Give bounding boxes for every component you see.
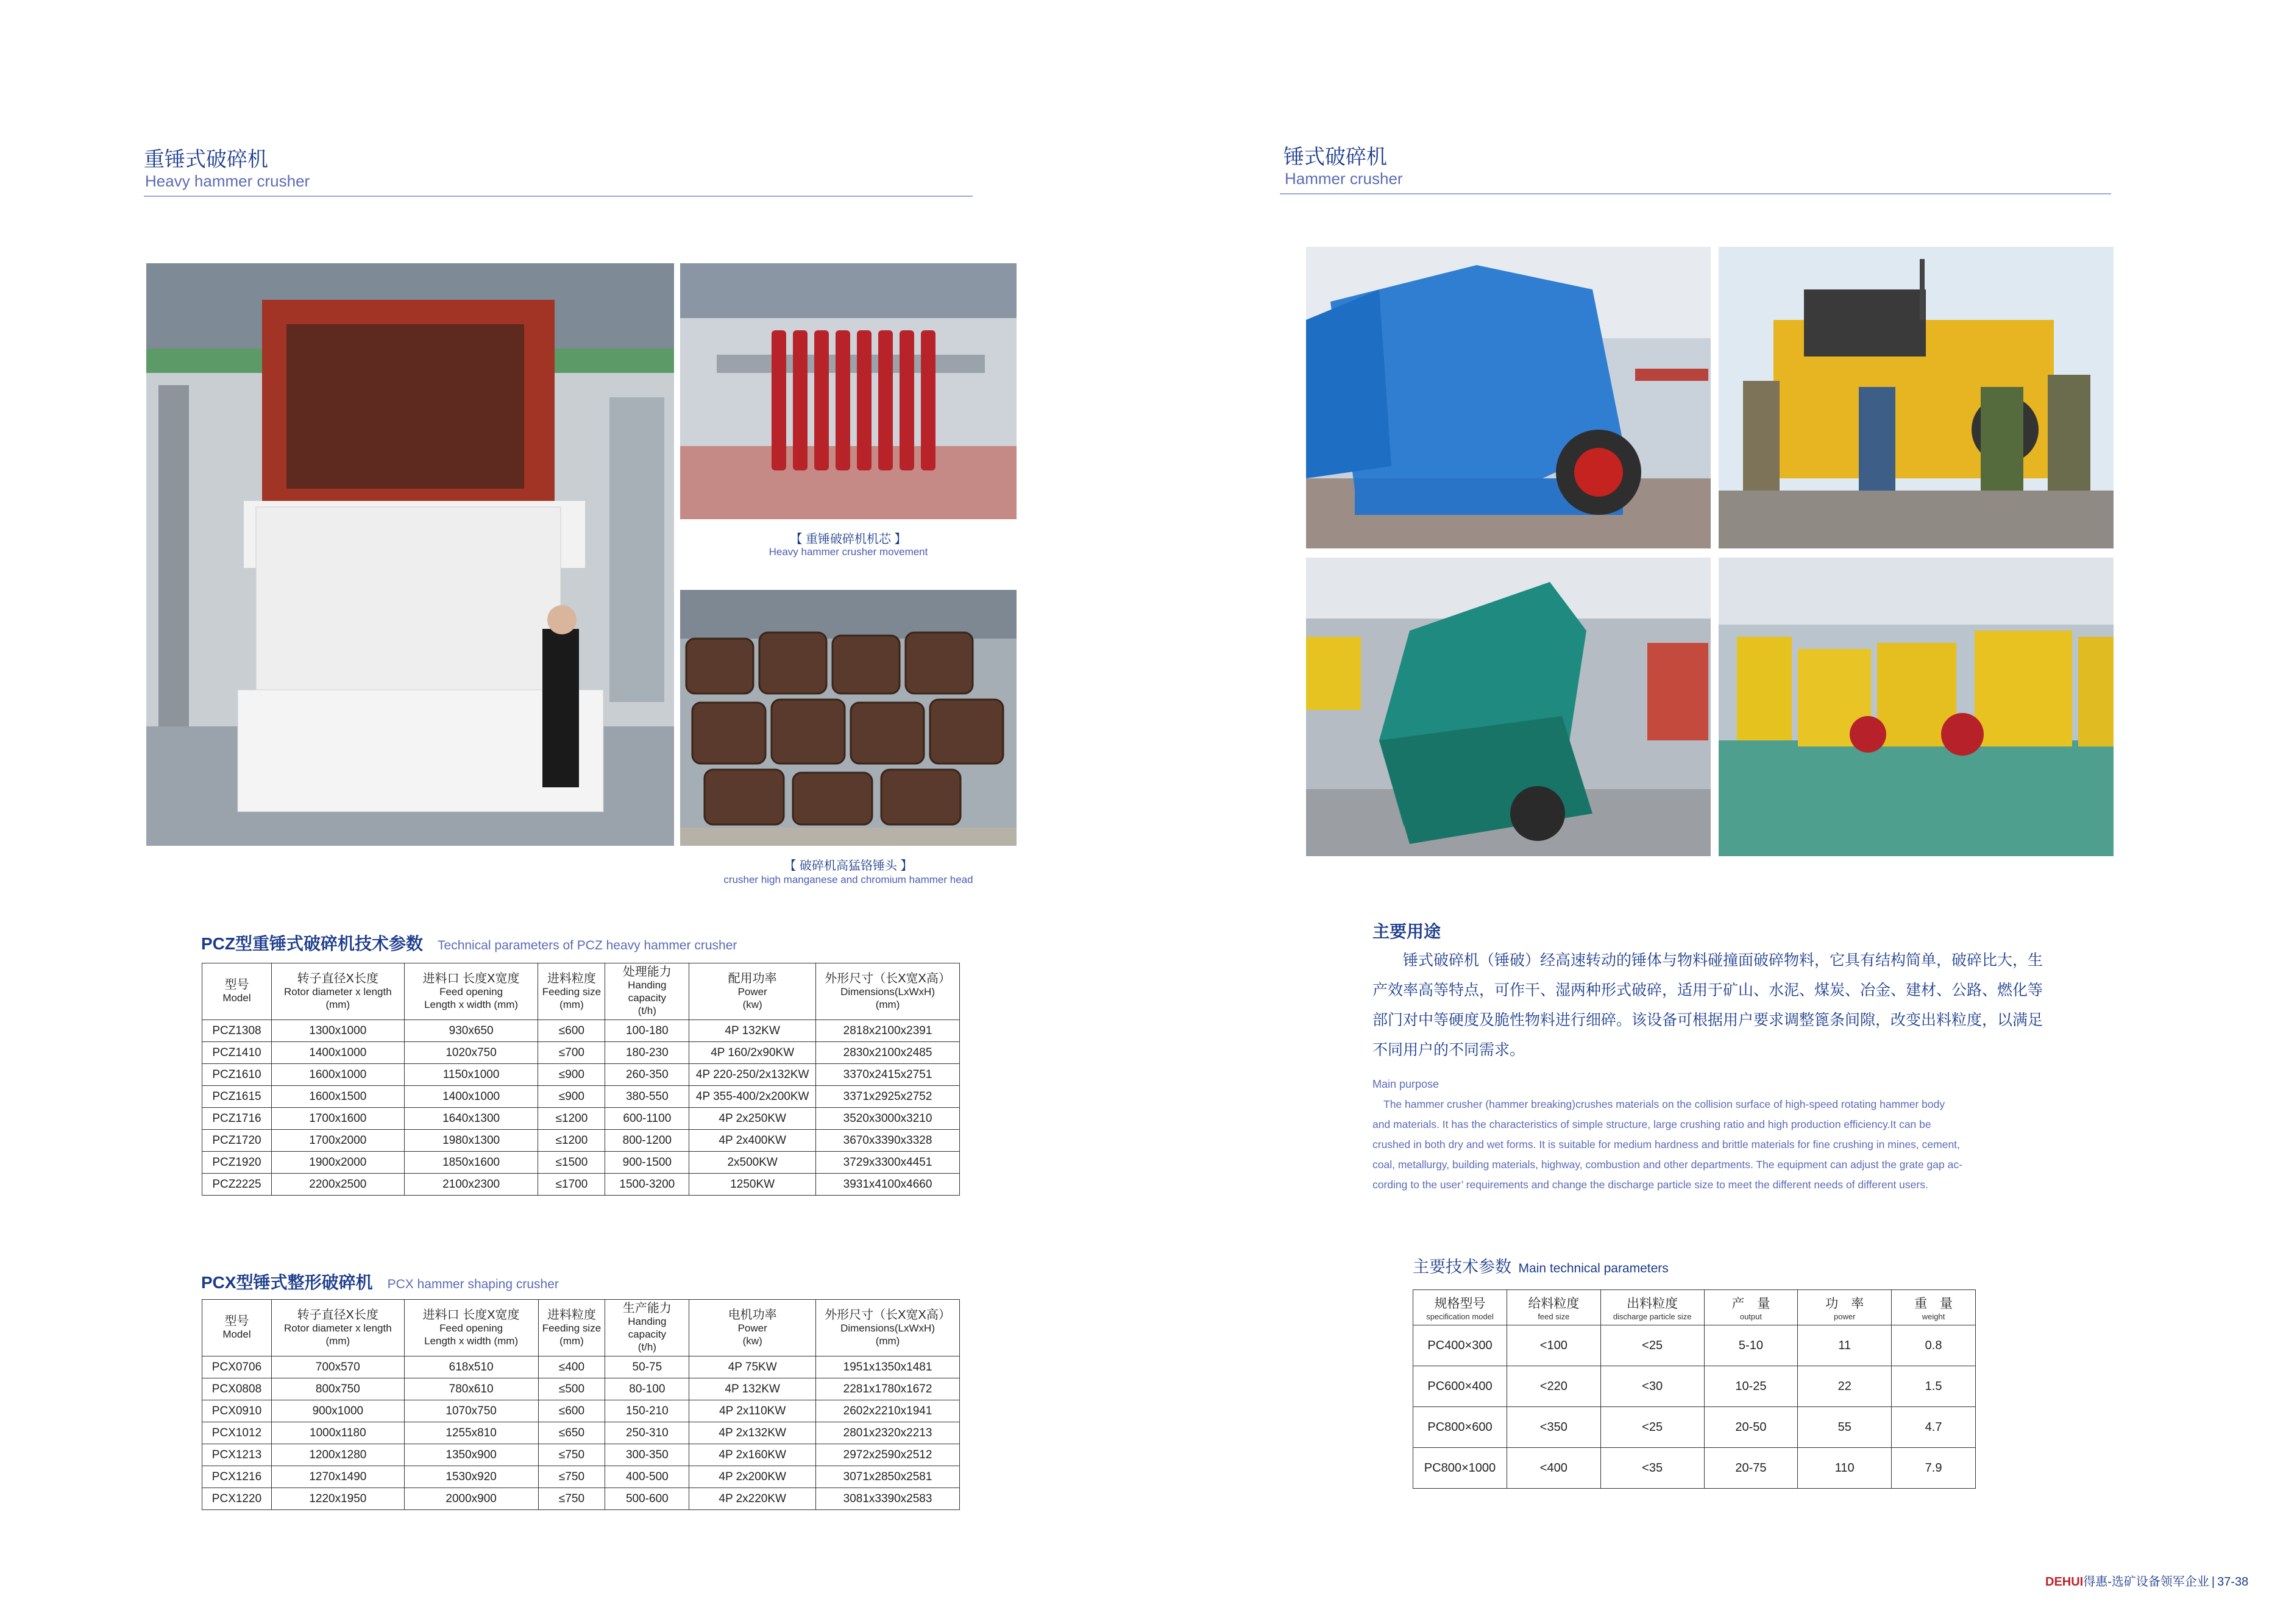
table-cell: PCZ1920 <box>202 1152 272 1174</box>
table-cell: <30 <box>1600 1366 1704 1407</box>
table-cell: ≤750 <box>538 1466 605 1488</box>
pcx-header-power: 电机功率 Power (kw) <box>689 1300 816 1356</box>
table-cell: 2000x900 <box>404 1488 538 1510</box>
pcz-header-feed-opening: 进料口 长度X宽度 Feed opening Length x width (mm) <box>404 963 538 1020</box>
pcx-table-row <box>202 1466 960 1488</box>
table-cell: 1900x2000 <box>271 1152 404 1174</box>
table-cell: 1500-3200 <box>605 1174 689 1196</box>
table-cell: ≤500 <box>538 1378 605 1400</box>
table-cell: 3931x4100x4660 <box>816 1174 960 1196</box>
table-cell: ≤1200 <box>538 1108 605 1130</box>
purpose-line-zh: 部门对中等硬度及脆性物料进行细碎。该设备可根据用户要求调整篦条间隙，改变出料粒度，以满足 <box>1372 1012 2043 1029</box>
table-cell: 4P 2x250KW <box>689 1108 816 1130</box>
table-cell: PCX1012 <box>202 1422 272 1444</box>
pcx-header-rotor: 转子直径X长度 Rotor diameter x length (mm) <box>271 1300 404 1356</box>
table-cell: ≤900 <box>538 1064 605 1086</box>
table-cell: 1300x1000 <box>271 1020 404 1042</box>
pcz-header-feeding-size: 进料粒度 Feeding size (mm) <box>538 963 605 1020</box>
table-cell: 1640x1300 <box>404 1108 538 1130</box>
pcx-header-capacity: 生产能力 Handing capacity (t/h) <box>605 1300 689 1356</box>
table-cell: 250-310 <box>605 1422 689 1444</box>
pcz-section-title <box>201 931 737 955</box>
pcx-title-zh: PCX型锤式整形破碎机 <box>201 1273 373 1292</box>
right-title-rule <box>1280 193 2111 194</box>
purpose-line-en: coal, metallurgy, building materials, highway, combustion and other departments. The equipment can adjust the grate gap ac- <box>1372 1158 1962 1171</box>
table-cell: 1400x1000 <box>404 1086 538 1108</box>
pcz-table-row <box>202 1152 960 1174</box>
pcx-params-table <box>202 1299 960 1510</box>
table-cell: 1250KW <box>689 1174 816 1196</box>
table-cell: PC800×600 <box>1413 1407 1507 1448</box>
table-cell: 2972x2590x2512 <box>816 1444 960 1466</box>
left-title-en: Heavy hammer crusher <box>145 172 310 190</box>
table-cell: <350 <box>1507 1407 1600 1448</box>
table-cell: 1850x1600 <box>404 1152 538 1174</box>
table-cell: 780x610 <box>404 1378 538 1400</box>
table-cell: ≤1200 <box>538 1130 605 1152</box>
table-cell: 3520x3000x3210 <box>816 1108 960 1130</box>
table-cell: 11 <box>1798 1325 1892 1366</box>
table-cell: PCZ1720 <box>202 1130 272 1152</box>
table-cell: 3071x2850x2581 <box>816 1466 960 1488</box>
pcx-title-en: PCX hammer shaping crusher <box>387 1277 559 1291</box>
pcx-header-feeding-size: 进料粒度 Feeding size (mm) <box>538 1300 605 1356</box>
table-cell: 260-350 <box>605 1064 689 1086</box>
caption-hammer-head-zh: 【 破碎机高猛铬锤头 】 <box>784 859 913 873</box>
table-cell: 1200x1280 <box>271 1444 404 1466</box>
table-cell: 300-350 <box>605 1444 689 1466</box>
table-cell: PCX0706 <box>202 1356 272 1378</box>
table-cell: 20-75 <box>1704 1448 1798 1489</box>
table-cell: PCZ1610 <box>202 1064 272 1086</box>
table-cell: ≤900 <box>538 1086 605 1108</box>
table-cell: PC800×1000 <box>1413 1448 1507 1489</box>
pcz-table-row <box>202 1108 960 1130</box>
main-header-output: 产 量 output <box>1704 1290 1798 1325</box>
table-cell: 180-230 <box>605 1042 689 1064</box>
table-cell: 1400x1000 <box>271 1042 404 1064</box>
table-cell: ≤650 <box>538 1422 605 1444</box>
table-cell: 5-10 <box>1704 1325 1798 1366</box>
table-cell: 380-550 <box>605 1086 689 1108</box>
table-cell: ≤600 <box>538 1020 605 1042</box>
purpose-line-en: The hammer crusher (hammer breaking)crushes materials on the collision surface of high-speed rotating hammer body <box>1383 1098 1945 1110</box>
table-cell: PCZ1615 <box>202 1086 272 1108</box>
pcz-params-table <box>202 963 960 1196</box>
main-header-power: 功 率 power <box>1798 1290 1892 1325</box>
pcx-table-row <box>202 1400 960 1422</box>
pcx-section-title <box>201 1269 559 1294</box>
table-cell: ≤1700 <box>538 1174 605 1196</box>
purpose-line-zh: 锤式破碎机（锤破）经高速转动的锤体与物料碰撞面破碎物料，它具有结构简单，破碎比大，生 <box>1403 952 2043 969</box>
caption-hammer-head-en: crusher high manganese and chromium hammer head <box>723 874 973 885</box>
table-cell: PCX1220 <box>202 1488 272 1510</box>
pcx-table-row <box>202 1422 960 1444</box>
pcz-table-row <box>202 1174 960 1196</box>
table-cell: 1951x1350x1481 <box>816 1356 960 1378</box>
pcz-header-rotor: 转子直径X长度 Rotor diameter x length (mm) <box>271 963 404 1020</box>
table-cell: 50-75 <box>605 1356 689 1378</box>
table-cell: 55 <box>1798 1407 1892 1448</box>
table-cell: PC400×300 <box>1413 1325 1507 1366</box>
main-params-title-zh: 主要技术参数 <box>1413 1258 1511 1276</box>
table-cell: 4P 2x160KW <box>689 1444 816 1466</box>
table-cell: 900-1500 <box>605 1152 689 1174</box>
table-cell: 2200x2500 <box>271 1174 404 1196</box>
yellow-crushers-workshop-photo <box>1719 558 2114 856</box>
table-cell: 1000x1180 <box>271 1422 404 1444</box>
table-cell: PCX0808 <box>202 1378 272 1400</box>
main-header-model: 规格型号 specification model <box>1413 1290 1507 1325</box>
table-cell: <25 <box>1600 1407 1704 1448</box>
purpose-line-zh: 产效率高等特点，可作干、湿两种形式破碎，适用于矿山、水泥、煤炭、冶金、建材、公路、燃化等 <box>1372 982 2043 999</box>
table-cell: 1700x2000 <box>271 1130 404 1152</box>
table-cell: 1220x1950 <box>271 1488 404 1510</box>
table-cell: 2818x2100x2391 <box>816 1020 960 1042</box>
table-cell: ≤700 <box>538 1042 605 1064</box>
table-cell: 930x650 <box>404 1020 538 1042</box>
table-cell: PC600×400 <box>1413 1366 1507 1407</box>
table-cell: ≤1500 <box>538 1152 605 1174</box>
table-cell: 1270x1490 <box>271 1466 404 1488</box>
table-cell: 3081x3390x2583 <box>816 1488 960 1510</box>
table-cell: 1150x1000 <box>404 1064 538 1086</box>
table-cell: 1600x1500 <box>271 1086 404 1108</box>
caption-movement-zh: 【 重锤破碎机机芯 】 <box>790 533 907 546</box>
table-cell: 900x1000 <box>271 1400 404 1422</box>
main-header-weight: 重 量 weight <box>1892 1290 1976 1325</box>
table-cell: 1020x750 <box>404 1042 538 1064</box>
pcx-table-row <box>202 1378 960 1400</box>
table-cell: 800-1200 <box>605 1130 689 1152</box>
left-title-rule <box>144 196 973 197</box>
purpose-body-zh <box>1372 946 2050 1065</box>
pcx-table-row <box>202 1444 960 1466</box>
right-title-en: Hammer crusher <box>1285 169 1403 188</box>
pcz-table-row <box>202 1042 960 1064</box>
right-title-zh: 锤式破碎机 <box>1283 146 1387 169</box>
table-cell: 80-100 <box>605 1378 689 1400</box>
table-cell: PCX1213 <box>202 1444 272 1466</box>
brand-logo: DEHUI <box>2045 1575 2084 1589</box>
table-cell: 4P 160/2x90KW <box>689 1042 816 1064</box>
heavy-hammer-crusher-photo <box>146 263 674 846</box>
table-cell: 1530x920 <box>404 1466 538 1488</box>
table-cell: 1070x750 <box>404 1400 538 1422</box>
pcx-table-row <box>202 1356 960 1378</box>
footer-company: 得惠-选矿设备领军企业 <box>2083 1575 2209 1589</box>
table-cell: 20-50 <box>1704 1407 1798 1448</box>
pcz-title-zh: PCZ型重锤式破碎机技术参数 <box>201 934 424 953</box>
table-cell: 150-210 <box>605 1400 689 1422</box>
table-cell: 4P 75KW <box>689 1356 816 1378</box>
table-cell: 3370x2415x2751 <box>816 1064 960 1086</box>
table-cell: <35 <box>1600 1448 1704 1489</box>
table-cell: 2602x2210x1941 <box>816 1400 960 1422</box>
table-cell: 2830x2100x2485 <box>816 1042 960 1064</box>
pcz-table-row <box>202 1064 960 1086</box>
table-cell: 22 <box>1798 1366 1892 1407</box>
table-cell: 1980x1300 <box>404 1130 538 1152</box>
purpose-line-en: crushed in both dry and wet forms. It is suitable for medium hardness and brittle materials for fine crushing in mines, cement, <box>1372 1138 1960 1151</box>
table-cell: PCZ1410 <box>202 1042 272 1064</box>
table-cell: 1700x1600 <box>271 1108 404 1130</box>
main-header-feed-size: 给料粒度 feed size <box>1507 1290 1600 1325</box>
pcz-header-power: 配用功率 Power (kw) <box>689 963 816 1020</box>
main-params-row <box>1413 1366 1976 1407</box>
purpose-line-en: cording to the user’ requirements and change the discharge particle size to meet the different needs of different users. <box>1372 1179 1928 1191</box>
yellow-hammer-crusher-install-photo <box>1719 247 2114 548</box>
page-numbers: 37-38 <box>2217 1575 2249 1589</box>
table-cell: 1600x1000 <box>271 1064 404 1086</box>
table-cell: 7.9 <box>1892 1448 1976 1489</box>
table-cell: 10-25 <box>1704 1366 1798 1407</box>
table-cell: PCZ2225 <box>202 1174 272 1196</box>
table-cell: 2801x2320x2213 <box>816 1422 960 1444</box>
table-cell: ≤750 <box>538 1488 605 1510</box>
pcz-table-row <box>202 1130 960 1152</box>
table-cell: 4P 2x400KW <box>689 1130 816 1152</box>
pcx-header-feed-opening: 进料口 长度X宽度 Feed opening Length x width (mm) <box>404 1300 538 1356</box>
table-cell: 4P 2x200KW <box>689 1466 816 1488</box>
pcx-table-row <box>202 1488 960 1510</box>
table-cell: 110 <box>1798 1448 1892 1489</box>
table-cell: 4P 2x110KW <box>689 1400 816 1422</box>
table-cell: 2x500KW <box>689 1152 816 1174</box>
main-params-row <box>1413 1407 1976 1448</box>
table-cell: 800x750 <box>271 1378 404 1400</box>
table-cell: 2100x2300 <box>404 1174 538 1196</box>
main-header-discharge-size: 出料粒度 discharge particle size <box>1600 1290 1704 1325</box>
left-title-zh: 重锤式破碎机 <box>144 148 268 171</box>
table-cell: 4P 132KW <box>689 1378 816 1400</box>
purpose-line-en: and materials. It has the characteristics of simple structure, large crushing ratio and high production efficiency.It can be <box>1372 1118 1931 1130</box>
page-footer: DEHUI得惠-选矿设备领军企业 | 37-38 <box>2045 1575 2249 1589</box>
table-cell: 3670x3390x3328 <box>816 1130 960 1152</box>
table-cell: 4P 132KW <box>689 1020 816 1042</box>
table-cell: 400-500 <box>605 1466 689 1488</box>
table-cell: 600-1100 <box>605 1108 689 1130</box>
table-cell: 4P 2x220KW <box>689 1488 816 1510</box>
main-params-row <box>1413 1448 1976 1489</box>
table-cell: 3729x3300x4451 <box>816 1152 960 1174</box>
table-cell: <220 <box>1507 1366 1600 1407</box>
table-cell: <25 <box>1600 1325 1704 1366</box>
table-cell: 1.5 <box>1892 1366 1976 1407</box>
table-cell: 100-180 <box>605 1020 689 1042</box>
main-params-table <box>1413 1289 1976 1489</box>
table-cell: 4P 220-250/2x132KW <box>689 1064 816 1086</box>
table-cell: 1255x810 <box>404 1422 538 1444</box>
blue-impact-crusher-photo <box>1306 247 1711 548</box>
purpose-body-en <box>1372 1094 2050 1195</box>
table-cell: 1350x900 <box>404 1444 538 1466</box>
pcz-title-en: Technical parameters of PCZ heavy hammer crusher <box>438 938 737 952</box>
table-cell: 3371x2925x2752 <box>816 1086 960 1108</box>
purpose-title: 主要用途 <box>1372 922 1441 941</box>
table-cell: ≤400 <box>538 1356 605 1378</box>
table-cell: 2281x1780x1672 <box>816 1378 960 1400</box>
table-cell: 500-600 <box>605 1488 689 1510</box>
pcz-table-row <box>202 1086 960 1108</box>
pcz-header-capacity: 处理能力 Handing capacity (t/h) <box>605 963 689 1020</box>
pcz-table-row <box>202 1020 960 1042</box>
table-cell: PCZ1308 <box>202 1020 272 1042</box>
table-cell: 4P 355-400/2x200KW <box>689 1086 816 1108</box>
table-cell: 700x570 <box>271 1356 404 1378</box>
purpose-line-zh: 不同用户的不同需求。 <box>1372 1041 1525 1058</box>
table-cell: PCX0910 <box>202 1400 272 1422</box>
crusher-movement-photo <box>680 263 1017 519</box>
pcx-header-dimensions: 外形尺寸（长X宽X高） Dimensions(LxWxH) (mm) <box>816 1300 960 1356</box>
table-cell: 618x510 <box>404 1356 538 1378</box>
table-cell: 4.7 <box>1892 1407 1976 1448</box>
table-cell: PCZ1716 <box>202 1108 272 1130</box>
table-cell: 0.8 <box>1892 1325 1976 1366</box>
table-cell: 4P 2x132KW <box>689 1422 816 1444</box>
table-cell: <100 <box>1507 1325 1600 1366</box>
pcz-header-dimensions: 外形尺寸（长X宽X高） Dimensions(LxWxH) (mm) <box>816 963 960 1020</box>
main-params-title <box>1413 1253 1669 1277</box>
main-params-title-en: Main technical parameters <box>1518 1261 1669 1275</box>
hammer-head-photo <box>680 590 1017 846</box>
green-hammer-crusher-photo <box>1306 558 1711 856</box>
caption-movement-en: Heavy hammer crusher movement <box>769 546 928 558</box>
table-cell: <400 <box>1507 1448 1600 1489</box>
table-cell: PCX1216 <box>202 1466 272 1488</box>
purpose-title-en: Main purpose <box>1372 1078 1440 1090</box>
table-cell: ≤750 <box>538 1444 605 1466</box>
table-cell: ≤600 <box>538 1400 605 1422</box>
main-params-row <box>1413 1325 1976 1366</box>
pcx-header-model: 型号 Model <box>202 1300 272 1356</box>
pcz-header-model: 型号 Model <box>202 963 272 1020</box>
